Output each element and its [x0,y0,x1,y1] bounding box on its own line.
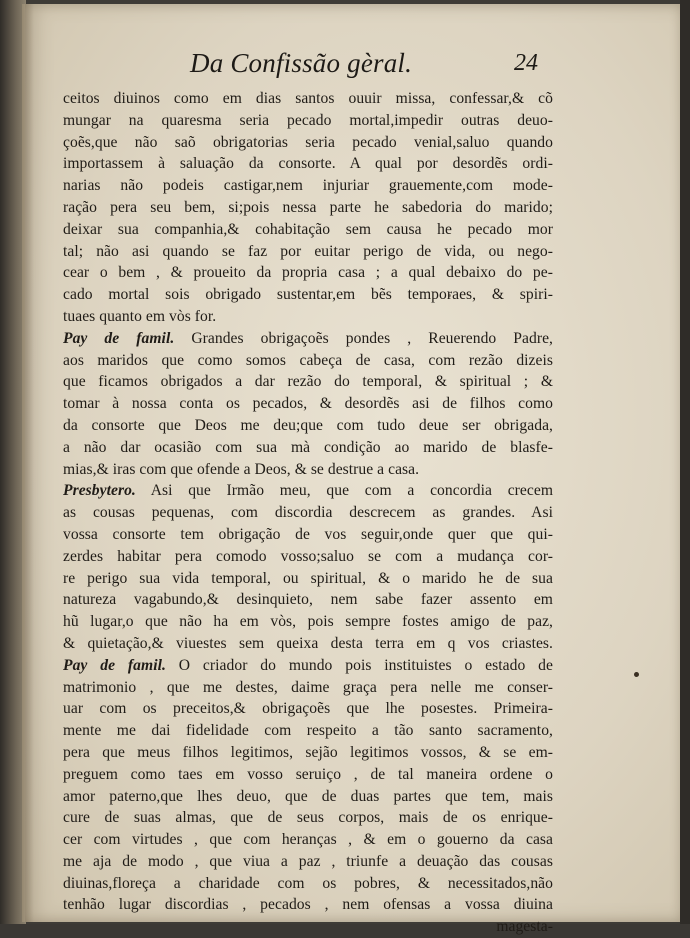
text-line [63,262,553,284]
book-right-edge [680,0,690,924]
line-text: cure de suas almas, que de seus corpos, mais de os enrique- [63,809,553,827]
line-text: uar com os preceitos,& obrigaçoẽs que lhe posestes. Primeira- [63,700,553,718]
line-text: pera que meus filhos legitimos, sejão legitimos vossos, & se em- [63,743,553,761]
text-line [63,829,553,851]
line-text: diuinas,floreça a charidade com os pobres, & necessitados,não [63,874,553,892]
text-line [63,197,553,219]
ink-spot [634,672,639,677]
text-line [63,873,553,895]
line-text: cear o bem , & proueito da propria casa ; a qual debaixo do pe- [63,264,553,282]
line-text: me aja de modo , que viua a paz , triunfe a deuação das cousas [63,852,553,870]
text-line [63,459,553,481]
text-line [63,502,553,524]
line-text: tenhão lugar discordias , pecados , nem ofensas a vossa diuina [63,896,553,914]
speaker-label: Presbytero. [63,482,136,500]
text-line [63,132,553,154]
line-text: vossa consorte tem obrigação de vos seguir,onde quer que qui- [63,525,553,543]
text-line [63,742,553,764]
line-text: cer com virtudes , que com heranças , & em o gouerno da casa [63,831,553,849]
text-line [63,110,553,132]
running-title: Da Confissão gèral. [190,48,413,78]
text-line [63,916,553,938]
line-text: O criador do mundo pois instituistes o estado de [165,656,553,674]
text-line [63,328,553,350]
text-line [63,284,553,306]
body-text [63,88,553,938]
text-line [63,677,553,699]
text-line [63,88,553,110]
line-text: mias,& iras com que ofende a Deos, & se destrue a casa. [63,460,420,478]
line-text: tomar à nossa conta os pecados, & desordẽs asi de filhos como [63,395,553,413]
line-text: amor paterno,que lhes deuo, que de duas partes que tem, mais [63,787,553,805]
line-text: que ficamos obrigados a dar rezão do temporal, & spiritual ; & [63,373,553,391]
text-line [63,698,553,720]
text-line [63,633,553,655]
line-text: tal; não asi quando se faz por euitar perigo de vida, ou nego- [63,242,553,260]
line-text: matrimonio , que me destes, daime graça pera nelle me conser- [63,678,553,696]
line-text: importassem à saluação da consorte. A qual por desordẽs ordi- [63,155,553,173]
line-text: ração pera seu bem, si;pois nessa parte he sabedoria do marido; [63,198,553,216]
text-line [63,568,553,590]
text-line [63,175,553,197]
line-text: re perigo sua vida temporal, ou spiritual, & o marido he de sua [63,569,553,587]
line-text: preguem como taes em vosso seruiço , de tal maneira ordene o [63,765,553,783]
line-text: aos maridos que como somos cabeça de casa, com rezão dizeis [63,351,553,369]
line-text: deixar sua companhia,& cohabitação sem causa he pecado mor [63,220,553,238]
text-line [63,437,553,459]
text-line [63,807,553,829]
text-line [63,524,553,546]
page-number: 24 [514,50,538,76]
text-line [63,153,553,175]
text-line [63,894,553,916]
text-line [63,655,553,677]
line-text: mungar na quaresma seria pecado mortal,impedir outras deuo- [63,111,553,129]
text-line [63,241,553,263]
line-text: as cousas pequenas, com discordia descrecem as grandes. Asi [63,504,553,522]
line-text: da consorte que Deos me deu;que com tudo deue ser obrigada, [63,416,553,434]
text-line [63,480,553,502]
line-text: cado mortal sois obrigado sustentar,em bẽs temporaes, & spiri- [63,286,553,304]
text-line [63,764,553,786]
text-line [63,851,553,873]
line-text: Grandes obrigaçoẽs pondes , Reuerendo Padre, [174,329,553,347]
line-text: Asi que Irmão meu, que com a concordia crecem [135,482,553,500]
text-line [63,546,553,568]
line-text: a não dar ocasião com sua mà condição ao marido de blasfe- [63,438,553,456]
line-text: mente me dai fidelidade com respeito a tão santo sacramento, [63,722,553,740]
speaker-label: Pay de famil. [63,329,175,347]
text-line [63,415,553,437]
speaker-label: Pay de famil. [63,656,166,674]
line-text: hũ lugar,o que não ha em vòs, pois sempre fostes amigo de paz, [63,613,553,631]
text-line [63,720,553,742]
text-line [63,589,553,611]
page-header [0,46,690,86]
text-line [63,786,553,808]
line-text: magesta- [496,918,553,936]
line-text: zerdes habitar pera comodo vosso;saluo se com a mudança cor- [63,547,553,565]
line-text: natureza vagabundo,& desinquieto, nem sabe fazer assento em [63,591,553,609]
line-text: & quietação,& viuestes sem queixa desta terra em q vos criastes. [63,634,553,652]
line-text: narias não podeis castigar,nem injuriar grauemente,com mode- [63,177,553,195]
text-line [63,371,553,393]
text-line [63,393,553,415]
page-gutter-shadow [22,4,34,922]
line-text: tuaes quanto em vòs for. [63,307,217,325]
line-text: ceitos diuinos como em dias santos ouuir missa, confessar,& cõ [63,90,553,107]
text-line [63,219,553,241]
line-text: çoẽs,que não saõ obrigatorias seria pecado venial,saluo quando [63,133,553,151]
text-line [63,350,553,372]
text-line [63,611,553,633]
text-line [63,306,553,328]
